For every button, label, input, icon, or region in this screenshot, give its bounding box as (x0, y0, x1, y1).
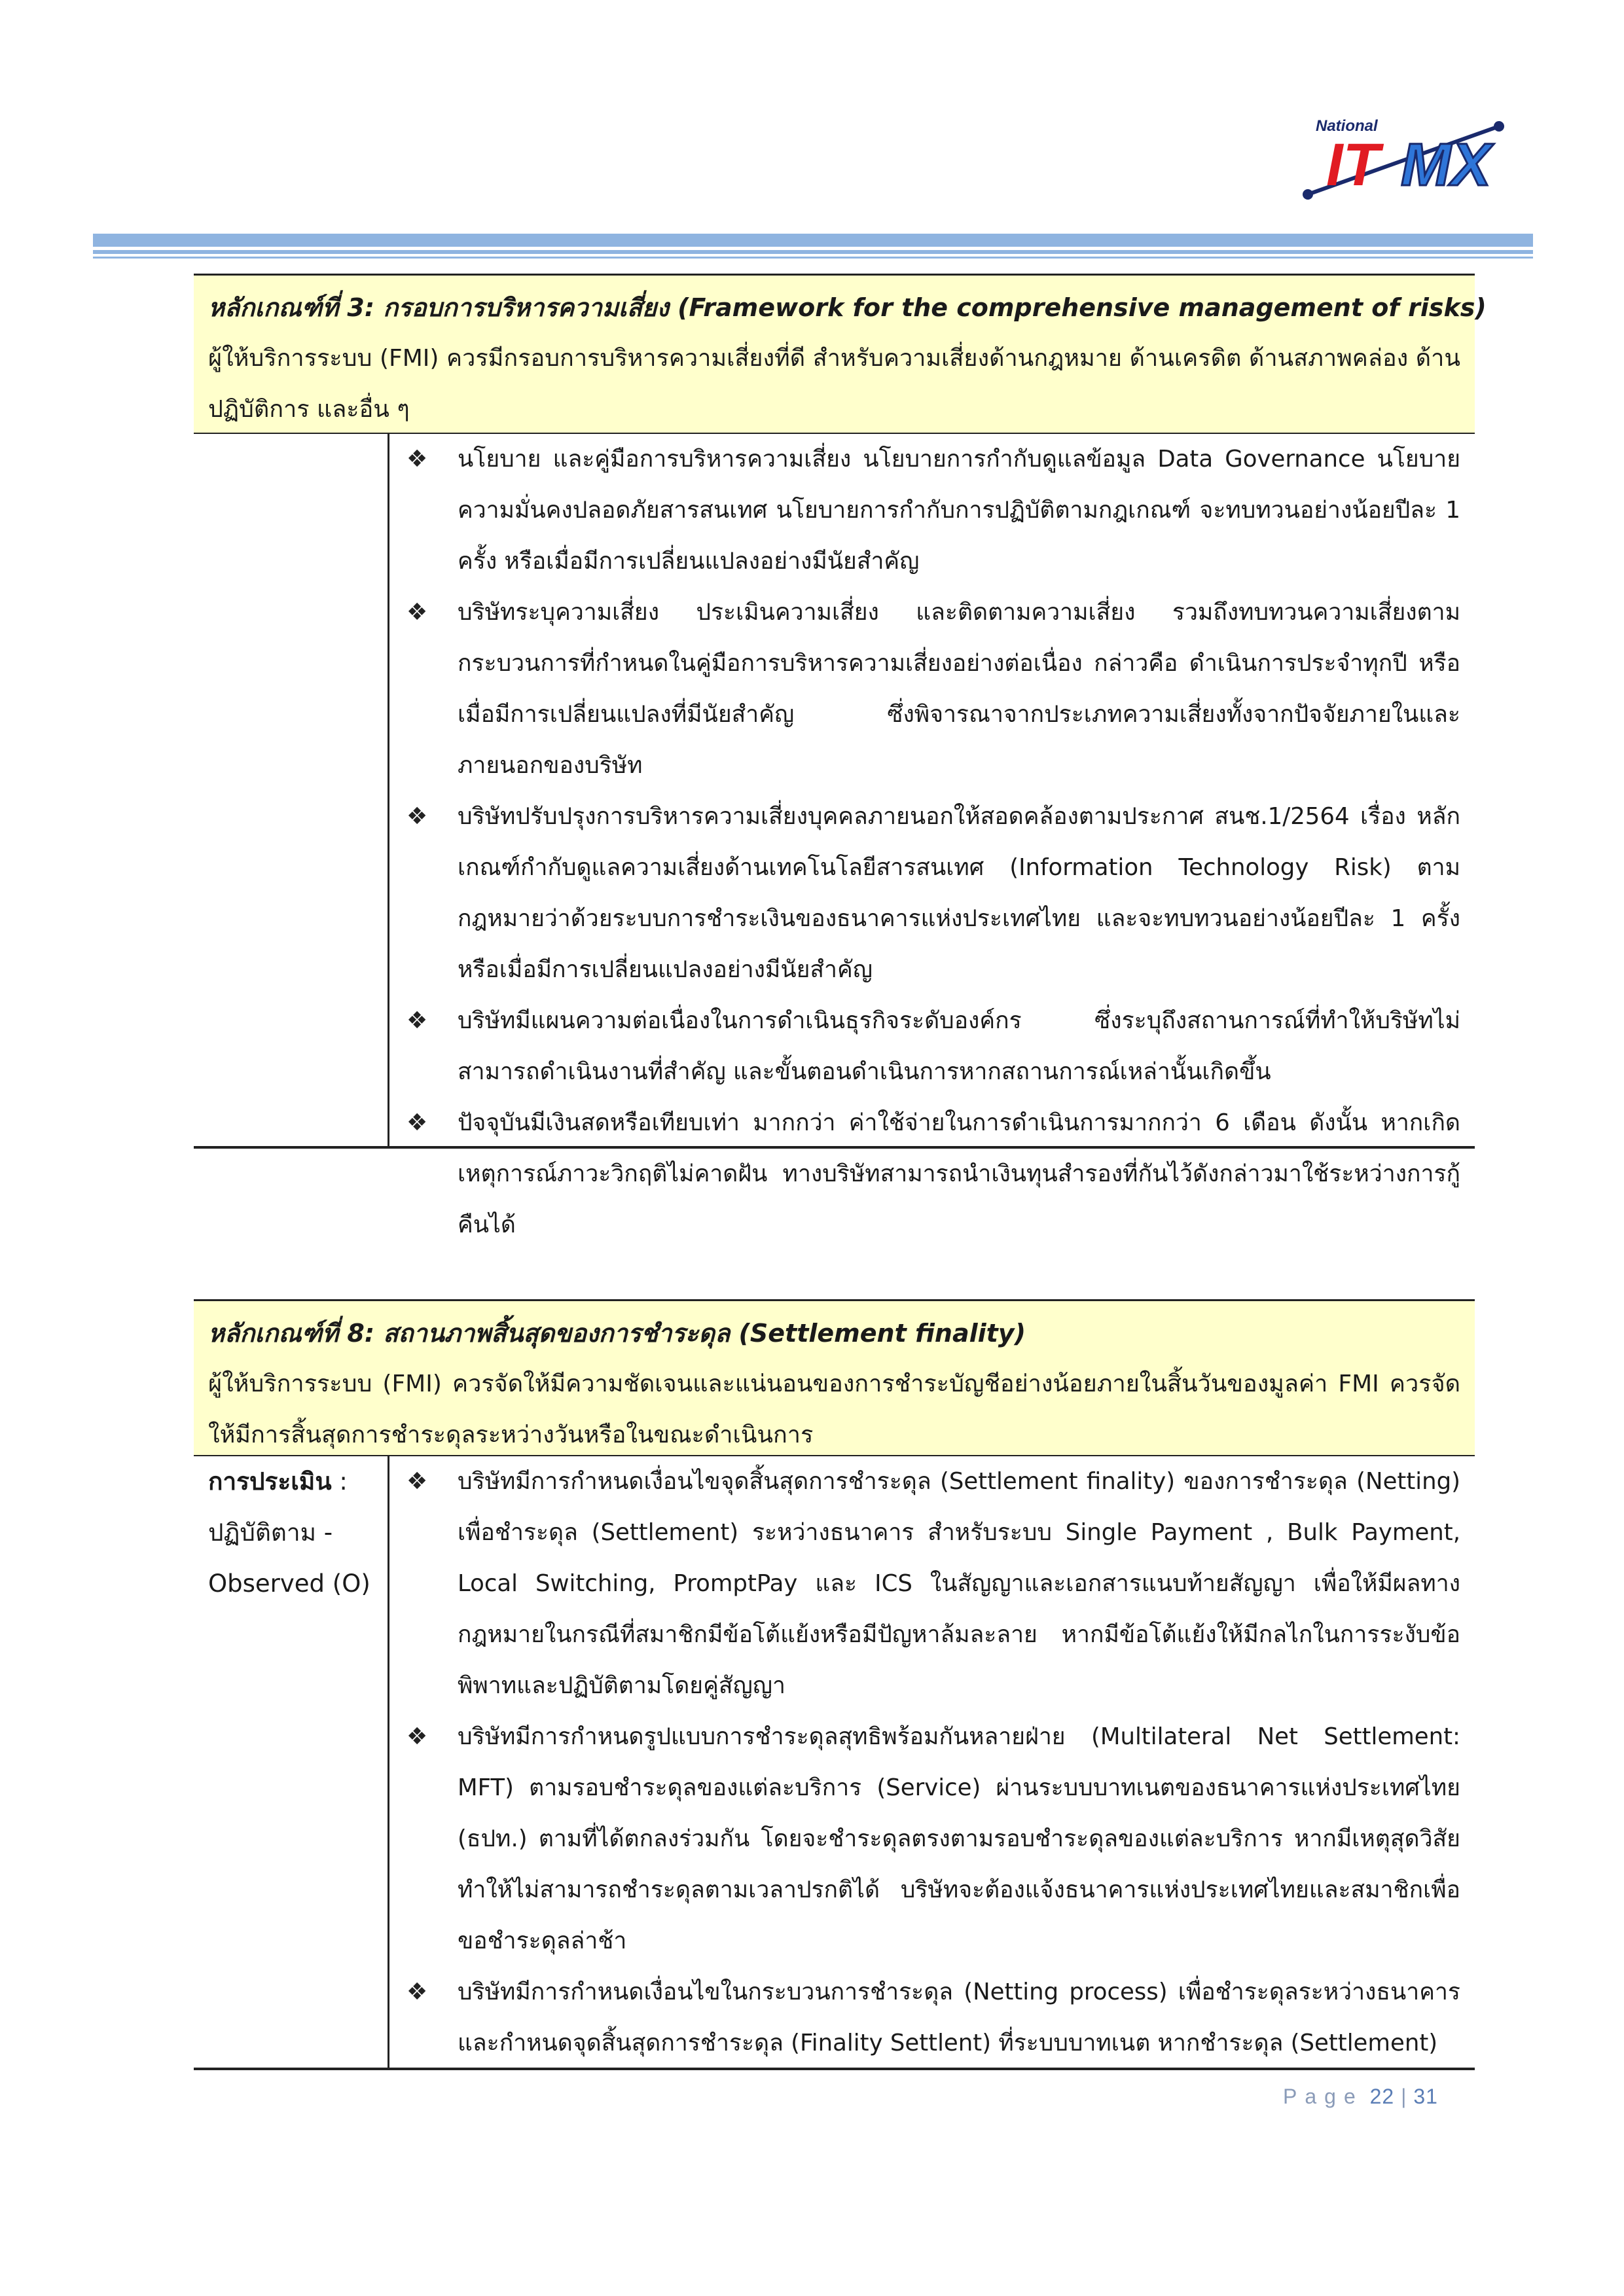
header-rule-medium (93, 250, 1533, 254)
assessment-label: การประเมิน (208, 1467, 332, 1496)
list-item-text: บริษัทมีการกำหนดรูปแบบการชำระดุลสุทธิพร้อมกันหลายฝ่าย (Multilateral Net Settlement: MFT) ตามรอบชำระดุลของแต่ละบริการ (Service) ผ่านระบบบาทเนตของธนาคารแห่งประเทศไทย (ธปท.) ตามที่ได้ตกลงร่วมกัน โดยจะชำระดุลตรงตามรอบชำระดุลของแต่ละบริการ หากมีเหตุสุดวิสัยทำให้ไม่สามารถชำระดุลตามเวลาปรกติได้ บริษัทจะต้องแจ้งธนาคารแห่งประเทศไทยและสมาชิกเพื่อขอชำระดุลล่าช้า (458, 1723, 1460, 1954)
column-divider (388, 1456, 389, 2068)
header-rule-thick (93, 234, 1533, 247)
page-footer (1283, 2085, 1438, 2109)
list-item-text: บริษัทมีการกำหนดเงื่อนไขในกระบวนการชำระดุล (Netting process) เพื่อชำระดุลระหว่างธนาคารและกำหนดจุดสิ้นสุดการชำระดุล (Finality Settlent) ที่ระบบบาทเนต หากชำระดุล (Settlement) (458, 1979, 1460, 2056)
list-item (397, 791, 1460, 996)
header-rule-thin (93, 257, 1533, 259)
list-item-text: บริษัทปรับปรุงการบริหารความเสี่ยงบุคคลภายนอกให้สอดคล้องตามประกาศ สนช.1/2564 เรื่อง หลักเกณฑ์กำกับดูแลความเสี่ยงด้านเทคโนโลยีสารสนเทศ (Information Technology Risk) ตามกฎหมายว่าด้วยระบบการชำระเงินของธนาคารแห่งประเทศไทย และจะทบทวนอย่างน้อยปีละ 1 ครั้ง หรือเมื่อมีการเปลี่ยนแปลงอย่างมีนัยสำคัญ (458, 803, 1460, 983)
diamond-bullet-icon: ❖ (406, 1723, 428, 1750)
assessment-column (208, 1456, 378, 1609)
svg-text:IT: IT (1326, 132, 1380, 198)
list-item-text: ปัจจุบันมีเงินสดหรือเทียบเท่า มากกว่า ค่าใช้จ่ายในการดำเนินการมากกว่า 6 เดือน ดังนั้น หากเกิดเหตุการณ์ภาวะวิกฤติไม่คาดฝัน ทางบริษัทสามารถนำเงินทุนสำรองที่กันไว้ดังกล่าวมาใช้ระหว่างการกู้คืนได้ (458, 1109, 1460, 1238)
principle-8-title: หลักเกณฑ์ที่ 8: สถานภาพสิ้นสุดของการชำระดุล (Settlement finality) (208, 1319, 1026, 1348)
page-total: 31 (1413, 2085, 1438, 2108)
page-separator: | (1401, 2085, 1407, 2108)
list-item (397, 587, 1460, 791)
list-item-text: บริษัทมีแผนความต่อเนื่องในการดำเนินธุรกิจระดับองค์กร ซึ่งระบุถึงสถานการณ์ที่ทำให้บริษัทไม่สามารถดำเนินงานที่สำคัญ และขั้นตอนดำเนินการหากสถานการณ์เหล่านั้นเกิดขึ้น (458, 1007, 1460, 1085)
logo-national-text: National (1316, 117, 1378, 135)
list-item (397, 1098, 1460, 1251)
list-item-text: บริษัทระบุความเสี่ยง ประเมินความเสี่ยง และติดตามความเสี่ยง รวมถึงทบทวนความเสี่ยงตามกระบวนการที่กำหนดในคู่มือการบริหารความเสี่ยงอย่างต่อเนื่อง กล่าวคือ ดำเนินการประจำทุกปี หรือเมื่อมีการเปลี่ยนแปลงที่มีนัยสำคัญ ซึ่งพิจารณาจากประเภทความเสี่ยงทั้งจากปัจจัยภายในและภายนอกของบริษัท (458, 599, 1460, 779)
principle-8-description: ผู้ให้บริการระบบ (FMI) ควรจัดให้มีความชัดเจนและแน่นอนของการชำระบัญชีอย่างน้อยภายในสิ้นวันของมูลค่า FMI ควรจัดให้มีการสิ้นสุดการชำระดุลระหว่างวันหรือในขณะดำเนินการ (208, 1371, 1460, 1448)
table-bottom-border (194, 1146, 1475, 1149)
list-item-text: บริษัทมีการกำหนดเงื่อนไขจุดสิ้นสุดการชำระดุล (Settlement finality) ของการชำระดุล (Netting) เพื่อชำระดุล (Settlement) ระหว่างธนาคาร สำหรับระบบ Single Payment , Bulk Payment, Local Switching, PromptPay และ ICS ในสัญญาและเอกสารแนบท้ายสัญญา เพื่อให้มีผลทางกฎหมายในกรณีที่สมาชิกมีข้อโต้แย้งหรือมีปัญหาล้มละลาย หากมีข้อโต้แย้งให้มีกลไกในการระงับข้อพิพาทและปฏิบัติตามโดยคู่สัญญา (458, 1468, 1460, 1699)
principle-3-title: หลักเกณฑ์ที่ 3: กรอบการบริหารความเสี่ยง (Framework for the comprehensive management of risks) (208, 293, 1487, 322)
page-label: Page (1283, 2085, 1363, 2108)
list-item (397, 1712, 1460, 1967)
assessment-result: ปฏิบัติตาม - (208, 1518, 333, 1547)
principle-8-header (194, 1301, 1475, 1456)
diamond-bullet-icon: ❖ (406, 803, 428, 830)
assessment-result-code: Observed (O) (208, 1570, 370, 1598)
assessment-colon: : (331, 1467, 348, 1496)
principle-3-table (194, 274, 1487, 1238)
diamond-bullet-icon: ❖ (406, 1007, 428, 1034)
list-item-text: นโยบาย และคู่มือการบริหารความเสี่ยง นโยบายการกำกับดูแลข้อมูล Data Governance นโยบายความมั่นคงปลอดภัยสารสนเทศ นโยบายการกำกับการปฏิบัติตามกฎเกณฑ์ จะทบทวนอย่างน้อยปีละ 1 ครั้ง หรือเมื่อมีการเปลี่ยนแปลงอย่างมีนัยสำคัญ (458, 446, 1460, 575)
principle-8-items (397, 1456, 1460, 2069)
svg-text:MX: MX (1401, 132, 1491, 198)
assessment-heading (208, 1456, 378, 1507)
principle-3-items (397, 434, 1460, 1251)
diamond-bullet-icon: ❖ (406, 599, 428, 626)
table-bottom-border (194, 2068, 1475, 2070)
itmx-logo (1303, 115, 1528, 206)
diamond-bullet-icon: ❖ (406, 1979, 428, 2005)
principle-3-description: ผู้ให้บริการระบบ (FMI) ควรมีกรอบการบริหารความเสี่ยงที่ดี สำหรับความเสี่ยงด้านกฎหมาย ด้านเครดิต ด้านสภาพคล่อง ด้านปฏิบัติการ และอื่น ๆ (208, 345, 1460, 423)
principle-8-table (194, 1299, 1475, 2070)
column-divider (388, 434, 389, 1146)
diamond-bullet-icon: ❖ (406, 1468, 428, 1495)
list-item (397, 996, 1460, 1098)
list-item (397, 1967, 1460, 2069)
list-item (397, 434, 1460, 587)
list-item (397, 1456, 1460, 1712)
page-number: 22 (1369, 2085, 1395, 2108)
principle-3-header (194, 276, 1487, 434)
diamond-bullet-icon: ❖ (406, 1109, 428, 1136)
diamond-bullet-icon: ❖ (406, 446, 428, 473)
